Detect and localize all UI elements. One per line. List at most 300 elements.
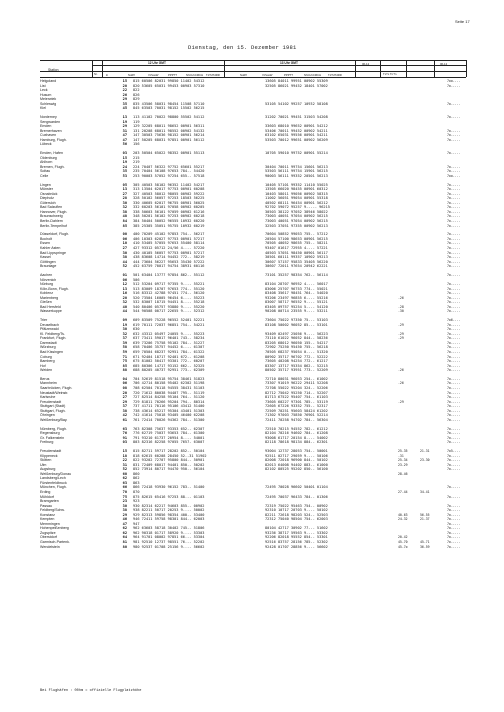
station-name: Kahler Asten	[40, 246, 61, 250]
data-12-utc: 385 25305 35051 95755 10932 60219	[133, 223, 205, 228]
data-13-utc: 73110 61022 96052 844-- 58236	[265, 336, 328, 341]
extra-col-3: 7o-----	[447, 336, 461, 341]
data-12-utc: 630	[133, 327, 140, 332]
station-name: München, Flugh.	[40, 485, 67, 490]
extra-col-1: 27-44	[398, 489, 408, 494]
station-name: Freudenstadt	[40, 399, 62, 404]
station-name: Bad Kissingen	[40, 349, 63, 354]
data-12-utc: 738 43614 65217 95304 43401 51303	[133, 408, 205, 413]
station-name: Leck	[40, 88, 48, 93]
data-13-utc: 83108 50002 96052 85--- 53101	[265, 322, 328, 327]
station-number: 37	[122, 404, 127, 409]
data-12-utc: 870	[133, 489, 140, 494]
station-name: Neustadt/Weinstr.	[40, 390, 69, 395]
extra-col-1: -28	[398, 304, 404, 309]
header-col-clouds-13: NhCLhCMCH	[304, 73, 322, 77]
extra-col-3: 7o-----	[447, 331, 461, 336]
station-name: Fürstenfeldbruck	[40, 480, 67, 485]
data-12-utc: 729 81811 70266 95204 794-- 80314	[133, 399, 205, 404]
data-13-utc: 93004 12737 28053 754-- 50001	[265, 449, 328, 453]
data-12-utc: 348 50201 56102 97253 00902 60218	[133, 214, 205, 219]
station-name: Freiburg	[40, 440, 54, 445]
extra-col-1: 23-29	[398, 462, 408, 467]
header-col-ppptt-13: PPPTT	[284, 73, 294, 77]
station-number: 15	[122, 79, 127, 83]
station-name: Emden, Hafen	[40, 151, 63, 156]
extra-col-3: 7o-----	[447, 327, 461, 332]
station-name: Bad Lippspringe	[40, 250, 66, 255]
data-12-utc: 803 82316 82258 97055 7657- 63007	[133, 440, 205, 445]
station-name: Husum	[40, 92, 52, 97]
data-12-utc: 400 70209 45102 97853 754-- 56217	[133, 232, 205, 237]
extra-col-3: 7o-----	[447, 340, 461, 345]
extra-col-1: 25-35	[398, 449, 408, 453]
extra-col-3: 7o-----	[447, 282, 461, 286]
data-12-utc: 438 83608 14714 94452 772-- 58219	[133, 255, 205, 260]
header-col-nddff-13: Nddff	[240, 73, 247, 77]
station-number: 85	[122, 363, 127, 368]
station-name: Garmisch-Partenk.	[40, 540, 70, 544]
station-name: Ahlhorn	[40, 160, 53, 165]
data-12-utc: 776 62719 75037 93653 784-- 61300	[133, 431, 205, 436]
extra-col-1: -26	[398, 295, 404, 300]
station-number: 75	[122, 494, 127, 499]
data-12-utc: 708 62504 70118 94555 38431 51103	[133, 386, 205, 390]
data-13-utc: 82118 78618 98134 884-- 62301	[265, 440, 328, 445]
extra-col-3: 7o-----	[447, 255, 461, 260]
extra-col-3: 7o-----	[447, 300, 461, 305]
data-13-utc: 70505 68237 95054 0---- 51320	[265, 349, 328, 354]
station-name: Kassel	[40, 255, 51, 260]
data-12-utc: 704 52619 81518 95754 38461 51823	[133, 376, 205, 381]
station-number: 13	[122, 115, 127, 120]
station-name: Deuselbach	[40, 322, 59, 327]
extra-col-3: 7o-----	[447, 453, 461, 458]
data-12-utc: 639 73206 75758 95102 784-- 51227	[133, 340, 205, 345]
station-number: 53	[122, 173, 127, 178]
station-name: Weiden	[40, 368, 53, 373]
station-number: 38	[122, 255, 127, 260]
station-name: Wendelstein	[40, 544, 60, 549]
data-12-utc: 706 42714 80158 95402 62302 51198	[133, 381, 205, 386]
station-name: Bramgarten	[40, 499, 59, 503]
data-12-utc: 215	[133, 155, 140, 160]
data-12-utc: 835 43506 58031 98454 11508 57110	[133, 101, 205, 106]
data-12-utc: 516 83312 42788 97451 774-- 56120	[133, 291, 205, 296]
station-name: Gr. Falkenstein	[40, 435, 65, 440]
data-12-utc: 852 73914 80717 94470 950-- 56104	[133, 467, 205, 472]
data-12-utc: 727 82514 84258 95104 764-- 51120	[133, 395, 205, 400]
extra-col-3: 7o-----	[447, 431, 461, 436]
station-name: Feldberg/Schw.	[40, 508, 65, 513]
data-13-utc: 53503 70012 99651 00902 56209	[265, 137, 328, 142]
station-number: 06	[122, 236, 127, 241]
extra-col-1: -29	[398, 336, 404, 341]
extra-col-3: 7o-----	[447, 304, 461, 309]
data-12-utc: 930 82314 62217 94603 855-- 00902	[133, 503, 205, 508]
data-13-utc: 30503 38122 97052 38946 58022	[265, 209, 328, 214]
station-number: 26	[122, 92, 127, 97]
data-12-utc: 688 80205 40737 92951 773-- 62309	[133, 368, 205, 373]
data-12-utc: 313 13504 62017 97753 00901 60208	[133, 187, 205, 192]
data-13-utc: 73604 75022 97350 75--- 53103	[265, 318, 328, 323]
extra-col-3: 7o-----	[447, 196, 461, 201]
station-number: 88	[122, 368, 127, 373]
data-12-utc: 845 63503 70031 98152 15502 56215	[133, 106, 205, 111]
extra-col-3: 7o-----	[447, 272, 461, 277]
station-number: 20	[122, 390, 127, 395]
station-number: 38	[122, 408, 127, 413]
station-number: 06	[122, 277, 127, 282]
extra-col-3: 7o-----	[447, 223, 461, 228]
station-number: 46	[122, 517, 127, 522]
data-12-utc: 737 41711 70116 95106 43412 51400	[133, 404, 205, 409]
station-number: 35	[122, 101, 127, 106]
data-12-utc: 327 40503 58012 98055 00902 59222	[133, 191, 205, 196]
station-name: Bocholt	[40, 236, 52, 241]
extra-col-3: 7o-----	[447, 544, 461, 549]
station-number: 39	[122, 340, 127, 345]
station-number: 23	[122, 499, 127, 503]
station-number: 29	[122, 97, 127, 102]
data-13-utc: 93206 23497 96855 6---- 55216	[265, 295, 328, 300]
extra-col-3: 7o-----	[447, 164, 461, 169]
data-12-utc: 929 82313 59856 98354 400-- 53400	[133, 512, 205, 517]
extra-col-3: 7o-----	[447, 187, 461, 192]
station-name: Berlin-Tempelhof	[40, 223, 67, 228]
station-number: 61	[122, 417, 127, 422]
data-13-utc: 92511 02717 29059 9---- 50106	[265, 453, 328, 458]
station-number: 00	[122, 232, 127, 237]
data-12-utc: 305 40503 58102 96352 11402 54217	[133, 182, 205, 187]
station-name: Bad Hersfeld	[40, 304, 61, 309]
station-number: 85	[122, 223, 127, 228]
station-name: Wasserkuppe	[40, 309, 62, 314]
station-number: 15	[122, 449, 127, 453]
extra-col-3: 7o-----	[447, 530, 461, 535]
data-12-utc: 962 63603 58718 30402 745-- 51806	[133, 526, 205, 531]
data-12-utc: 981 92510 12737 98551 76--- 52202	[133, 540, 205, 544]
extra-col-3: 7o-----	[447, 101, 461, 106]
station-number: 30	[122, 200, 127, 205]
data-12-utc: 147 30503 75636 98152 00901 56214	[133, 133, 205, 138]
data-13-utc: 73101 35257 98354 762-- 56114	[265, 272, 328, 277]
station-number: 47	[122, 521, 127, 526]
header-12-uhr-gmt: 12 Uhr GMT	[148, 61, 166, 65]
extra-col-3: 7o-----	[447, 133, 461, 138]
data-13-utc: 63405 09757 95254 5---- 54120	[265, 304, 328, 309]
station-name: Bamberg	[40, 359, 55, 363]
data-12-utc: 980 92537 01708 25156 9---- 56602	[133, 544, 205, 549]
extra-col-3: 7o-----	[447, 526, 461, 531]
station-number: 56	[122, 142, 127, 147]
station-number: 15	[122, 155, 127, 160]
station-name: Erding	[40, 489, 51, 494]
header-col-dew: TdTdTdRR	[206, 73, 220, 77]
data-12-utc: 147 50205 68031 97851 00901 56112	[133, 137, 205, 142]
station-number: 47	[122, 137, 127, 142]
station-number: 12	[122, 282, 127, 286]
extra-col-3: 7o-----	[447, 200, 461, 205]
data-13-utc: 72605 67226 93352 755-- 52317	[265, 404, 328, 409]
header-13-uhr-gmt: 13 Uhr GMT	[280, 61, 298, 65]
data-12-utc: 862	[133, 476, 140, 481]
data-13-utc: 92206 82018 95552 854-- 53301	[265, 535, 328, 540]
station-name: Diepholz	[40, 196, 54, 201]
station-name: Hannover, Flugh.	[40, 209, 68, 214]
station-name: Norderney	[40, 115, 57, 120]
station-name: Memmingen	[40, 521, 60, 526]
data-12-utc: 761 72414 70026 94362 784-- 51300	[133, 417, 205, 422]
station-number: 27	[122, 395, 127, 400]
extra-col-3: 7o-----	[447, 286, 461, 291]
table-header	[40, 60, 466, 77]
station-name: Braunschweig	[40, 214, 63, 219]
station-number: 24	[122, 164, 127, 169]
station-name: Marienberg	[40, 295, 59, 300]
station-number: 22	[122, 88, 127, 93]
header-col-vvwww-13: VVwwW	[262, 73, 273, 77]
station-name: Stötten	[40, 458, 52, 463]
data-12-utc: 406 10303 62027 97753 00901 57217	[133, 236, 205, 241]
extra-col-3: 7o-----	[447, 458, 461, 463]
data-12-utc: 532 83007 18715 94451 8---- 55218	[133, 300, 205, 305]
data-13-utc: 90003 56111 99352 20501 56213	[265, 173, 328, 178]
data-12-utc: 946 72411 59758 98301 844-- 62003	[133, 517, 205, 522]
station-number: 04	[122, 376, 127, 381]
data-13-utc: 70505 40052 98655 755-- 58211	[265, 241, 328, 246]
station-name: Berlin-Dahlem	[40, 219, 63, 223]
extra-col-3: 7o-----	[447, 291, 461, 296]
station-name: Essen	[40, 241, 50, 246]
station-name: Braunlage	[40, 264, 57, 269]
header-col-r2: TxTx TnTn	[383, 72, 397, 76]
station-number: 35	[122, 169, 127, 174]
data-12-utc: 520 73504 16005 96454 6---- 55223	[133, 295, 205, 300]
station-name: Weißenburg/Bay.	[40, 417, 68, 422]
station-name: Köln-Bonn, Flugh.	[40, 286, 69, 291]
extra-col-3: 7o-----	[447, 503, 461, 508]
station-name: Sengwarden	[40, 119, 61, 124]
data-12-utc: 822	[133, 88, 140, 93]
extra-col-3: 7o-----	[447, 381, 461, 386]
extra-col-3: 7oo----	[447, 79, 461, 83]
data-12-utc: 863	[133, 480, 140, 485]
station-number: 01	[122, 272, 127, 277]
data-12-utc: 671 92404 18717 92401 672-- 61208	[133, 354, 205, 359]
station-name: Stuttgart, Flugh.	[40, 408, 66, 413]
station-number: 03	[122, 440, 127, 445]
extra-col-3: 7o-----	[447, 322, 461, 327]
data-12-utc: 875 82615 65416 97253 88--- 01103	[133, 494, 205, 499]
station-number: 44	[122, 259, 127, 264]
data-12-utc: 156	[133, 142, 140, 147]
station-name: Regensburg	[40, 431, 60, 436]
extra-col-3: 7o-----	[447, 395, 461, 400]
station-number: 13	[122, 286, 127, 291]
station-number: 38	[122, 508, 127, 513]
header-col-nddff: Nddff	[128, 73, 135, 77]
station-name: Nürburg	[40, 282, 53, 286]
data-13-utc: 11002 56051 99054 00901 55318	[265, 196, 328, 201]
data-13-utc: 53503 56111 99754 15901 56215	[265, 169, 328, 174]
extra-col-1: 45-70	[398, 540, 408, 544]
data-12-utc: 203 50504 65022 98352 00901 55113	[133, 151, 205, 156]
station-number: 20	[122, 295, 127, 300]
extra-col-3: 7o-----	[447, 462, 461, 467]
station-number: 71	[122, 354, 127, 359]
extra-col-1: -26	[398, 368, 404, 373]
extra-col-1: 20-42	[398, 535, 408, 540]
station-number: 32	[122, 205, 127, 210]
data-13-utc: 10403 58011 99056 00902 58315	[265, 191, 328, 196]
data-12-utc: 822 93202 72707 95800 844-- 50901	[133, 458, 205, 463]
station-number: 45	[122, 106, 127, 111]
data-13-utc: 80104 42717 30902 77--- 51602	[265, 526, 328, 531]
data-13-utc: 90208 00714 23555 9---- 53211	[265, 309, 328, 314]
extra-col-2: 21-37	[420, 517, 430, 522]
footer-note: Bei Flughäfen : 00hm = offizielle Flugplatzhöhe	[40, 689, 142, 693]
extra-col-3: 7o-----	[447, 386, 461, 390]
station-number: 62	[122, 530, 127, 535]
station-name: Lingen	[40, 182, 51, 187]
data-12-utc: 384 50404 50052 96555 10932 60220	[133, 219, 205, 223]
station-name: Zugspitze	[40, 530, 56, 535]
station-number: 16	[122, 291, 127, 296]
extra-col-3: 7o-----	[447, 512, 461, 517]
data-12-utc: 826	[133, 92, 140, 97]
station-number: 27	[122, 246, 127, 250]
data-13-utc: 92428 01707 28856 9---- 56602	[265, 544, 328, 549]
station-number: 19	[122, 322, 127, 327]
station-name: Aachen	[40, 272, 53, 277]
extra-col-1: 40-63	[398, 512, 408, 517]
data-13-utc: 72708 55022 95204 324-- 52206	[265, 386, 328, 390]
data-12-utc: 860	[133, 471, 140, 476]
extra-col-3: 7o-----	[447, 399, 461, 404]
data-12-utc: 923	[133, 499, 140, 503]
station-number: 60	[122, 471, 127, 476]
station-number: 13	[122, 187, 127, 192]
station-number: 31	[122, 128, 127, 133]
station-name: Göttingen	[40, 259, 56, 264]
extra-col-3: 7o-----	[447, 236, 461, 241]
station-number: 63	[122, 480, 127, 485]
station-name: Klippeneck	[40, 453, 58, 458]
data-13-utc: 70604 50852 99053 755-- 57212	[265, 232, 328, 237]
header-station: Station	[48, 68, 59, 72]
data-13-utc: 82013 64008 94402 883-- 61000	[265, 462, 328, 467]
data-13-utc: 10705 59010 99752 00901 55214	[265, 151, 328, 156]
extra-col-1: 25-34	[398, 458, 408, 463]
station-number: 40	[122, 304, 127, 309]
data-12-utc: 791 93210 61737 20954 8---- 54001	[133, 435, 205, 440]
station-number: 64	[122, 535, 127, 540]
data-12-utc: 338 50603 56101 97059 00902 61216	[133, 209, 205, 214]
extra-col-3: 7o-----	[447, 83, 461, 88]
data-13-utc: 83205 68012 96050 155-- 54217	[265, 340, 328, 345]
data-12-utc: 659 70504 68237 92951 784-- 61322	[133, 349, 205, 354]
data-13-utc: 72495 70037 96433 784-- 01306	[265, 494, 328, 499]
extra-col-3: 7o-----	[447, 205, 461, 210]
header-col-ppptt: PPPTT	[168, 73, 178, 77]
data-13-utc: 81713 67522 95407 754-- 61103	[265, 395, 328, 400]
station-name: List	[40, 83, 46, 88]
station-number: 30	[122, 503, 127, 508]
station-name: Nürnberg, Flugh.	[40, 426, 67, 431]
header-col-dew-13: TdTdTdRR	[328, 73, 342, 77]
data-13-utc: 30501 60111 99357 10902 59213	[265, 255, 328, 260]
station-number: 32	[122, 331, 127, 336]
extra-col-3: 7o-----	[447, 376, 461, 381]
station-name: Mühldorf	[40, 494, 54, 499]
station-name: Ulm	[40, 462, 47, 467]
station-number: 66	[122, 485, 127, 490]
data-13-utc: 72411 70258 94702 784-- 56304	[265, 417, 328, 422]
station-name: Frankfurt, Flugh.	[40, 336, 67, 341]
header-col-r3: 06-12	[440, 62, 448, 66]
extra-col-3: 7o-----	[447, 115, 461, 120]
data-12-utc: 820 53605 65031 99453 00903 57310	[133, 83, 205, 88]
station-name: Helgoland	[40, 79, 57, 83]
extra-col-3: 7o-----	[447, 508, 461, 513]
extra-col-2: 34-41	[420, 489, 430, 494]
station-name: Osnabrück	[40, 191, 58, 196]
data-12-utc: 866 72418 93930 96152 783-- 51400	[133, 485, 205, 490]
extra-col-2: 56-55	[420, 512, 430, 517]
data-13-utc: 82102 80525 95202 850-- 56100	[265, 467, 328, 472]
extra-col-3: 7o-----	[447, 264, 461, 269]
station-name: Bad Salzuflen	[40, 205, 63, 210]
data-13-utc: 72495 70028 96602 50401 01104	[265, 485, 328, 490]
data-12-utc: 219	[133, 160, 140, 165]
station-name: Weißenburg/Donau	[40, 471, 72, 476]
extra-col-3: 7o-----	[447, 363, 461, 368]
extra-col-3: 7o-----	[447, 413, 461, 418]
data-13-utc: 72509 70251 95603 58424 61202	[265, 408, 328, 413]
data-12-utc: 742 41614 75018 93405 46400 62208	[133, 413, 205, 418]
data-13-utc: 93407 01617 72955 4---- 57221	[265, 246, 328, 250]
station-name: Münster	[40, 187, 53, 192]
document-date-title: Dienstag, den 15. Dezember 1981	[188, 44, 297, 51]
extra-col-3: 7o-----	[447, 540, 461, 544]
data-12-utc: 818 62615 60208 28450 52--31 51902	[133, 453, 207, 458]
extra-col-3: 7o-----	[447, 209, 461, 214]
station-name: Oberstdorf	[40, 535, 57, 540]
data-12-utc: 131 20208 68011 98552 00902 54132	[133, 128, 205, 133]
data-12-utc: 658 70406 35757 94452 6---- 61307	[133, 345, 205, 350]
extra-col-3: 7o-----	[447, 354, 461, 359]
extra-col-3: 7o-----	[447, 241, 461, 246]
station-name: Saarbrücken, Flugh.	[40, 386, 73, 390]
extra-col-3: 7o-----	[447, 417, 461, 422]
station-name: Hohenpeißenberg	[40, 526, 69, 531]
extra-col-3: 7o-----	[447, 485, 461, 490]
station-name: Gütersloh	[40, 200, 56, 205]
station-name: Würzburg	[40, 345, 56, 350]
data-13-utc: 63102 65031 99556 00901 54211	[265, 133, 328, 138]
data-12-utc: 253 90003 57052 97254 655-- 57518	[133, 173, 205, 178]
data-13-utc: 30404 70011 99754 15601 56213	[265, 164, 328, 169]
data-12-utc: 962 90318 01717 58920 9---- 53303	[133, 530, 205, 535]
data-13-utc: 72312 75040 98504 754-- 62003	[265, 517, 328, 522]
extra-col-1: -29	[398, 399, 404, 404]
station-name: Coburg	[40, 354, 52, 359]
data-12-utc: 815 82711 59717 28202 852-- 50104	[133, 449, 205, 453]
data-12-utc: 328 50102 56057 97253 18503 56225	[133, 196, 205, 201]
extra-col-3: 7o-----	[447, 169, 461, 174]
data-13-utc: 83408 35617 98451 764-- 54020	[265, 291, 328, 296]
